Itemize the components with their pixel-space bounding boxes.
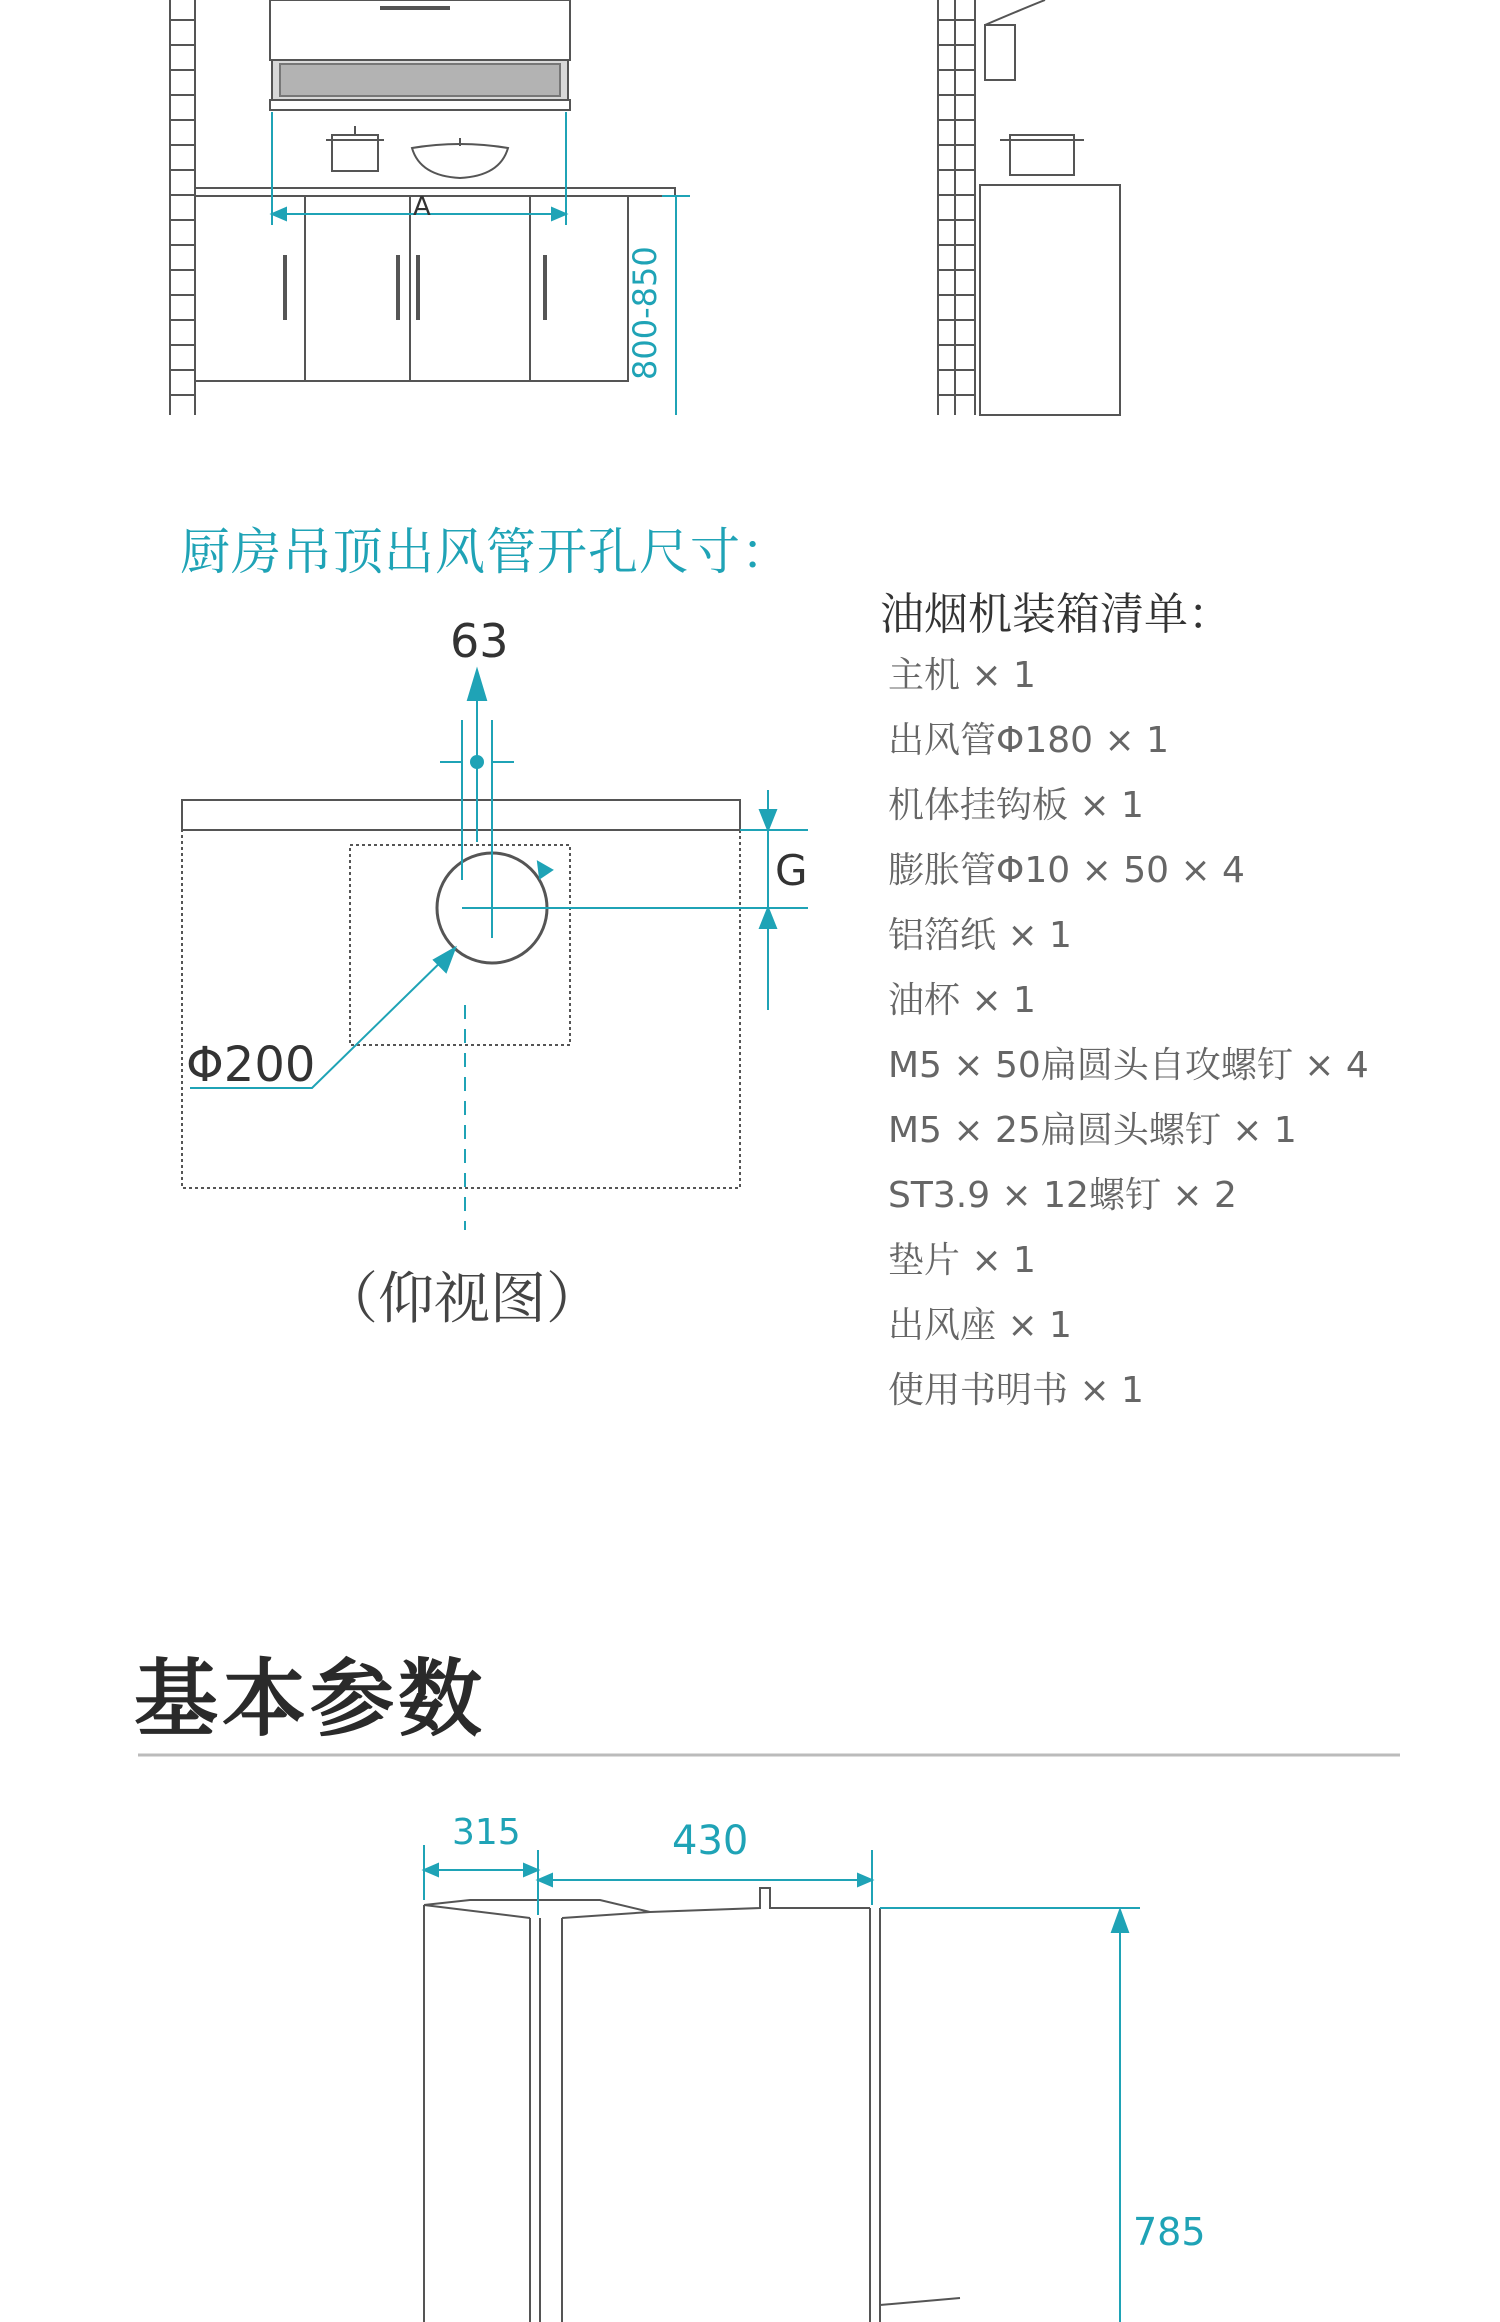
packing-list [888,652,1369,1432]
list-item: 机体挂钩板 × 1 [888,785,1144,826]
list-item: 膨胀管Φ10 × 50 × 4 [888,850,1245,891]
bottom-view-label: （仰视图） [322,1267,602,1332]
packing-list-title: 油烟机装箱清单： [880,589,1232,640]
params-dimension-lines [424,1845,1140,2322]
dim-785-label: 785 [1133,2210,1206,2254]
hood-outline [182,830,740,1188]
dim-g-label: G [775,846,808,895]
list-item: 使用书明书 × 1 [888,1370,1144,1411]
dim-63-label: 63 [450,614,509,668]
vent-dimension-lines [190,670,808,1230]
list-item: 垫片 × 1 [888,1240,1036,1281]
list-item: 出风座 × 1 [888,1305,1072,1346]
list-item: M5 × 25扁圆头螺钉 × 1 [888,1110,1297,1151]
vent-section-title: 厨房吊顶出风管开孔尺寸： [180,523,792,581]
list-item: 油杯 × 1 [888,980,1036,1021]
list-item: 出风管Φ180 × 1 [888,720,1170,761]
dim-a-label: A [413,192,431,222]
dim-phi200-label: Φ200 [186,1037,316,1093]
dim-430-label: 430 [672,1818,749,1864]
params-section-title: 基本参数 [134,1650,487,1748]
list-item: 铝箔纸 × 1 [888,915,1072,956]
list-item: M5 × 50扁圆头自攻螺钉 × 4 [888,1045,1369,1086]
list-item: ST3.9 × 12螺钉 × 2 [888,1175,1237,1216]
dim-height-label: 800-850 [626,246,664,380]
chimney-body [424,1888,960,2322]
dim-315-label: 315 [452,1812,521,1853]
list-item: 主机 × 1 [888,655,1036,696]
